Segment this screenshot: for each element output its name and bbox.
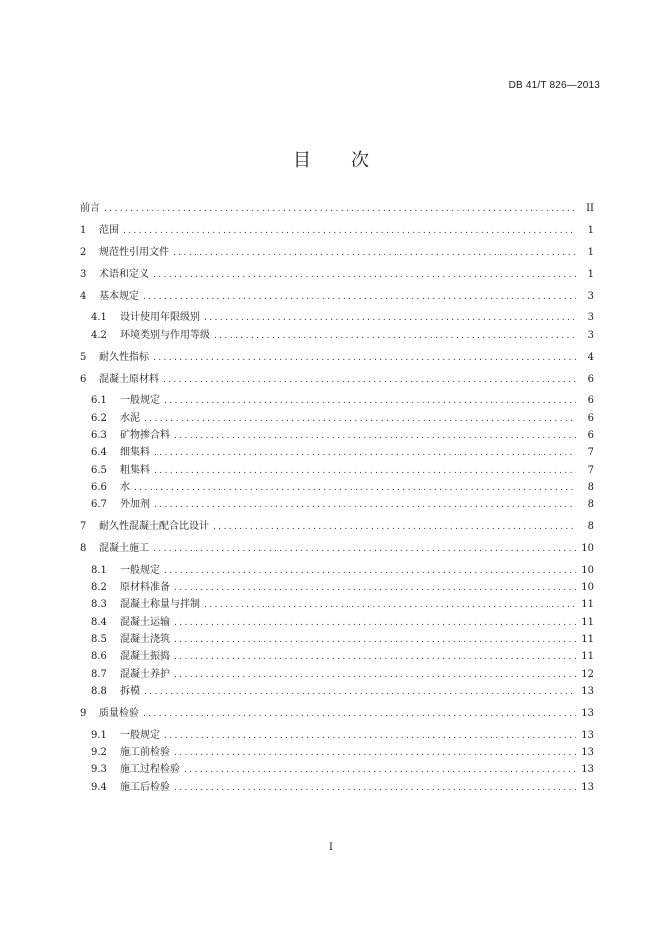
toc-leader-dots [143, 292, 576, 302]
toc-number: 9.1 [91, 729, 107, 741]
toc-label: 混凝土称量与拌制 [120, 599, 200, 611]
toc-subentry[interactable] [80, 391, 594, 408]
toc-entry[interactable] [80, 348, 594, 365]
toc-page-number: 10 [581, 564, 594, 576]
toc-leader-dots [164, 396, 576, 406]
toc-page-number: 7 [587, 464, 594, 476]
toc-leader-dots [154, 448, 576, 458]
toc-number: 9.4 [91, 781, 107, 793]
toc-label: 术语和定义 [99, 268, 149, 280]
toc-title-char: 次 [351, 150, 369, 171]
toc-label: 设计使用年限级别 [120, 312, 200, 324]
toc-label: 范围 [99, 224, 119, 236]
toc-page-number: 8 [587, 521, 594, 533]
toc-number: 8.2 [91, 582, 107, 594]
toc-number: 8.8 [91, 685, 107, 697]
toc-label: 水 [120, 481, 130, 493]
toc-subentry[interactable] [80, 647, 594, 664]
toc-number: 6.4 [91, 447, 107, 459]
toc-number: 6.1 [91, 395, 107, 407]
toc-label: 前言 [80, 203, 100, 214]
toc-leader-dots [174, 618, 576, 628]
toc-number: 8.4 [91, 616, 107, 628]
toc-entry[interactable] [80, 199, 594, 216]
toc-leader-dots [164, 566, 576, 576]
toc-number: 6.2 [91, 412, 107, 424]
toc-leader-dots [153, 353, 576, 363]
toc-subentry[interactable] [80, 308, 594, 325]
toc-subentry[interactable] [80, 561, 594, 578]
toc-page-number: 13 [581, 685, 594, 697]
toc-number: 9.2 [91, 747, 107, 759]
toc-leader-dots [174, 583, 576, 593]
toc-subentry[interactable] [80, 326, 594, 343]
toc-subentry[interactable] [80, 578, 594, 595]
toc-page-number: 13 [581, 764, 594, 776]
toc-number: 8.5 [91, 634, 107, 646]
toc-leader-dots [153, 270, 576, 280]
toc-label: 混凝土施工 [99, 542, 149, 554]
toc-subentry[interactable] [80, 743, 594, 760]
toc-page-number: II [586, 203, 594, 214]
toc-page-number: 11 [581, 634, 594, 646]
toc-subentry[interactable] [80, 682, 594, 699]
toc-subentry[interactable] [80, 495, 594, 512]
toc-label: 基本规定 [99, 290, 139, 302]
toc-subentry[interactable] [80, 409, 594, 426]
toc-leader-dots [144, 414, 576, 424]
toc-page-number: 8 [587, 499, 594, 511]
toc-subentry[interactable] [80, 665, 594, 682]
toc-leader-dots [174, 431, 576, 441]
toc-label: 原材料准备 [120, 582, 170, 594]
toc-subentry[interactable] [80, 726, 594, 743]
toc-number: 1 [80, 224, 87, 236]
toc-subentry[interactable] [80, 461, 594, 478]
toc-label: 一般规定 [120, 395, 160, 407]
toc-number: 9 [80, 707, 87, 719]
toc-page-number: 10 [581, 542, 594, 554]
toc-label: 细集料 [120, 447, 150, 459]
toc-page-number: 11 [581, 616, 594, 628]
toc-leader-dots [174, 670, 576, 680]
toc-entry[interactable] [80, 370, 594, 387]
toc-number: 5 [80, 351, 87, 363]
toc-label: 施工过程检验 [120, 764, 180, 776]
toc-number: 8.6 [91, 651, 107, 663]
toc-leader-dots [104, 204, 576, 214]
toc-label: 耐久性指标 [99, 351, 149, 363]
toc-leader-dots [144, 687, 576, 697]
toc-page-number: 7 [587, 447, 594, 459]
toc-number: 6.7 [91, 499, 107, 511]
toc-page-number: 4 [587, 351, 594, 363]
toc-number: 8.3 [91, 599, 107, 611]
toc-number: 6.6 [91, 481, 107, 493]
toc-page-number: 1 [587, 268, 594, 280]
toc-page-number: 3 [587, 329, 594, 341]
toc-label: 混凝土原材料 [99, 373, 159, 385]
toc-leader-dots [213, 522, 576, 532]
toc-label: 质量检验 [99, 707, 139, 719]
toc-subentry[interactable] [80, 778, 594, 795]
toc-page-number: 6 [587, 395, 594, 407]
toc-page-number: 6 [587, 430, 594, 442]
toc-entry[interactable] [80, 265, 594, 282]
toc-number: 6.5 [91, 464, 107, 476]
toc-number: 4 [80, 290, 87, 302]
toc-page-number: 13 [581, 747, 594, 759]
toc-label: 施工前检验 [120, 747, 170, 759]
toc-label: 施工后检验 [120, 781, 170, 793]
toc-leader-dots [174, 748, 576, 758]
toc-page-number: 3 [587, 290, 594, 302]
toc-subentry[interactable] [80, 613, 594, 630]
toc-title [0, 146, 662, 172]
toc-leader-dots [134, 483, 576, 493]
toc-label: 混凝土养护 [120, 668, 170, 680]
toc-number: 8.7 [91, 668, 107, 680]
toc-entry[interactable] [80, 287, 594, 304]
toc-leader-dots [123, 226, 576, 236]
toc-number: 4.2 [91, 329, 107, 341]
toc-number: 8 [80, 542, 87, 554]
toc-page-number: 13 [581, 729, 594, 741]
toc-number: 3 [80, 268, 87, 280]
toc-entry[interactable] [80, 221, 594, 238]
standard-code: DB 41/T 826—2013 [508, 80, 600, 91]
table-of-contents [80, 199, 594, 795]
toc-label: 一般规定 [120, 564, 160, 576]
toc-number: 4.1 [91, 312, 107, 324]
toc-page-number: 1 [587, 224, 594, 236]
toc-page-number: 6 [587, 373, 594, 385]
toc-page-number: 13 [581, 707, 594, 719]
toc-entry[interactable] [80, 539, 594, 556]
toc-page-number: 12 [581, 668, 594, 680]
toc-leader-dots [154, 466, 576, 476]
toc-subentry[interactable] [80, 478, 594, 495]
toc-page-number: 11 [581, 599, 594, 611]
toc-page-number: 10 [581, 582, 594, 594]
toc-page-number: 13 [581, 781, 594, 793]
toc-leader-dots [153, 544, 576, 554]
page-number: I [329, 842, 333, 853]
toc-leader-dots [163, 375, 576, 385]
toc-entry[interactable] [80, 517, 594, 534]
toc-leader-dots [174, 635, 576, 645]
toc-entry[interactable] [80, 243, 594, 260]
toc-label: 混凝土振捣 [120, 651, 170, 663]
toc-leader-dots [143, 709, 576, 719]
toc-page-number: 1 [587, 246, 594, 258]
toc-number: 8.1 [91, 564, 107, 576]
toc-subentry[interactable] [80, 630, 594, 647]
toc-label: 混凝土浇筑 [120, 634, 170, 646]
toc-page-number: 3 [587, 312, 594, 324]
toc-leader-dots [154, 500, 576, 510]
toc-page-number: 11 [581, 651, 594, 663]
toc-page-number: 6 [587, 412, 594, 424]
toc-label: 环境类别与作用等级 [120, 329, 210, 341]
toc-label: 拆模 [120, 685, 140, 697]
toc-label: 混凝土运输 [120, 616, 170, 628]
toc-leader-dots [174, 652, 576, 662]
toc-number: 9.3 [91, 764, 107, 776]
toc-label: 矿物掺合料 [120, 430, 170, 442]
toc-label: 耐久性混凝土配合比设计 [99, 521, 209, 533]
toc-leader-dots [173, 248, 576, 258]
toc-number: 6.3 [91, 430, 107, 442]
toc-number: 6 [80, 373, 87, 385]
toc-subentry[interactable] [80, 426, 594, 443]
toc-number: 2 [80, 246, 87, 258]
toc-label: 水泥 [120, 412, 140, 424]
toc-label: 规范性引用文件 [99, 246, 169, 258]
toc-leader-dots [204, 600, 576, 610]
toc-page-number: 8 [587, 481, 594, 493]
toc-label: 粗集料 [120, 464, 150, 476]
toc-entry[interactable] [80, 704, 594, 721]
toc-subentry[interactable] [80, 595, 594, 612]
toc-subentry[interactable] [80, 443, 594, 460]
toc-leader-dots [214, 331, 576, 341]
toc-leader-dots [204, 313, 576, 323]
toc-subentry[interactable] [80, 760, 594, 777]
toc-leader-dots [174, 783, 576, 793]
toc-title-char: 目 [293, 150, 311, 171]
toc-leader-dots [164, 731, 576, 741]
toc-label: 外加剂 [120, 499, 150, 511]
toc-leader-dots [184, 765, 576, 775]
toc-label: 一般规定 [120, 729, 160, 741]
toc-number: 7 [80, 521, 87, 533]
